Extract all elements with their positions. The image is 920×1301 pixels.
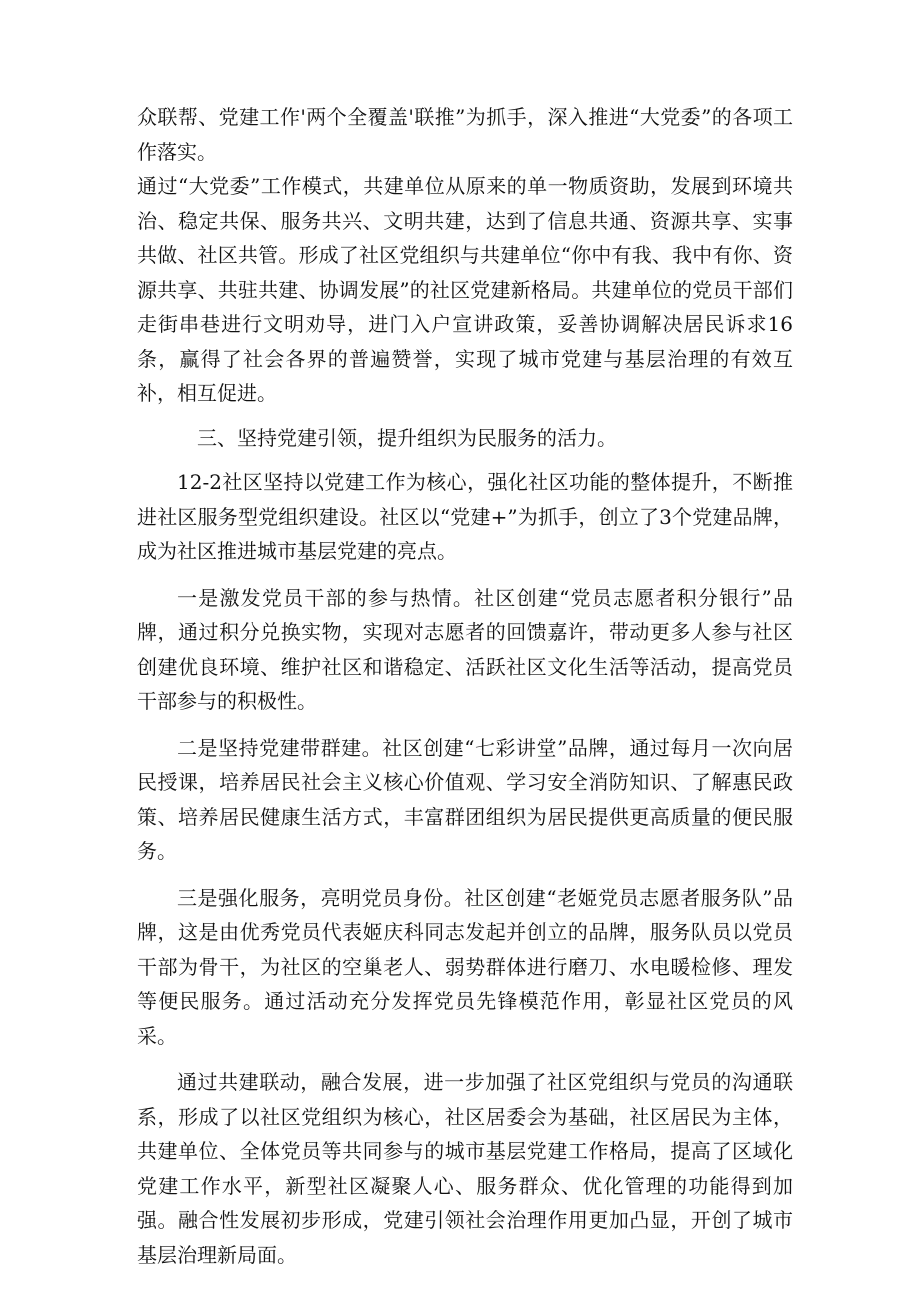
paragraph-first-brand: 一是激发党员干部的参与热情。社区创建“党员志愿者积分银行”品牌，通过积分兑换实物，实现对志愿者的回馈嘉许，带动更多人参与社区创建优良环境、维护社区和谐稳定、活跃社区文化生活等活动，提高党员干部参与的积极性。 (137, 585, 793, 713)
paragraph-conclusion: 通过共建联动，融合发展，进一步加强了社区党组织与党员的沟通联系，形成了以社区党组织为核心，社区居委会为基础，社区居民为主体，共建单位、全体党员等共同参与的城市基层党建工作格局，提高了区域化党建工作水平，新型社区凝聚人心、服务群众、优化管理的功能得到加强。融合性发展初步形成，党建引领社会治理作用更加凸显，开创了城市基层治理新局面。 (137, 1070, 793, 1267)
section-heading-3: 三、坚持党建引领，提升组织为民服务的活力。 (197, 425, 617, 450)
paragraph-continuation: 众联帮、党建工作'两个全覆盖'联推”为抓手，深入推进“大党委”的各项工作落实。 (137, 105, 793, 164)
paragraph-big-party-committee-model: 通过“大党委”工作模式，共建单位从原来的单一物质资助，发展到环境共治、稳定共保、服务共兴、文明共建，达到了信息共通、资源共享、实事共做、社区共管。形成了社区党组织与共建单位“你中有我、我中有你、资源共享、共驻共建、协调发展”的社区党建新格局。共建单位的党员干部们走街串巷进行文明劝导，进门入户宣讲政策，妥善协调解决居民诉求16条，赢得了社会各界的普遍赞誉，实现了城市党建与基层治理的有效互补，相互促进。 (137, 174, 793, 405)
paragraph-third-brand: 三是强化服务，亮明党员身份。社区创建“老姬党员志愿者服务队”品牌，这是由优秀党员代表姬庆科同志发起并创立的品牌，服务队员以党员干部为骨干，为社区的空巢老人、弱势群体进行磨刀、水电暖检修、理发等便民服务。通过活动充分发挥党员先锋模范作用，彰显社区党员的风采。 (137, 885, 793, 1048)
paragraph-second-brand: 二是坚持党建带群建。社区创建“七彩讲堂”品牌，通过每月一次向居民授课，培养居民社会主义核心价值观、学习安全消防知识、了解惠民政策、培养居民健康生活方式，丰富群团组织为居民提供更高质量的便民服务。 (137, 735, 793, 863)
paragraph-section-intro: 12-2社区坚持以党建工作为核心，强化社区功能的整体提升，不断推进社区服务型党组织建设。社区以“党建+”为抓手，创立了3个党建品牌，成为社区推进城市基层党建的亮点。 (137, 470, 793, 563)
